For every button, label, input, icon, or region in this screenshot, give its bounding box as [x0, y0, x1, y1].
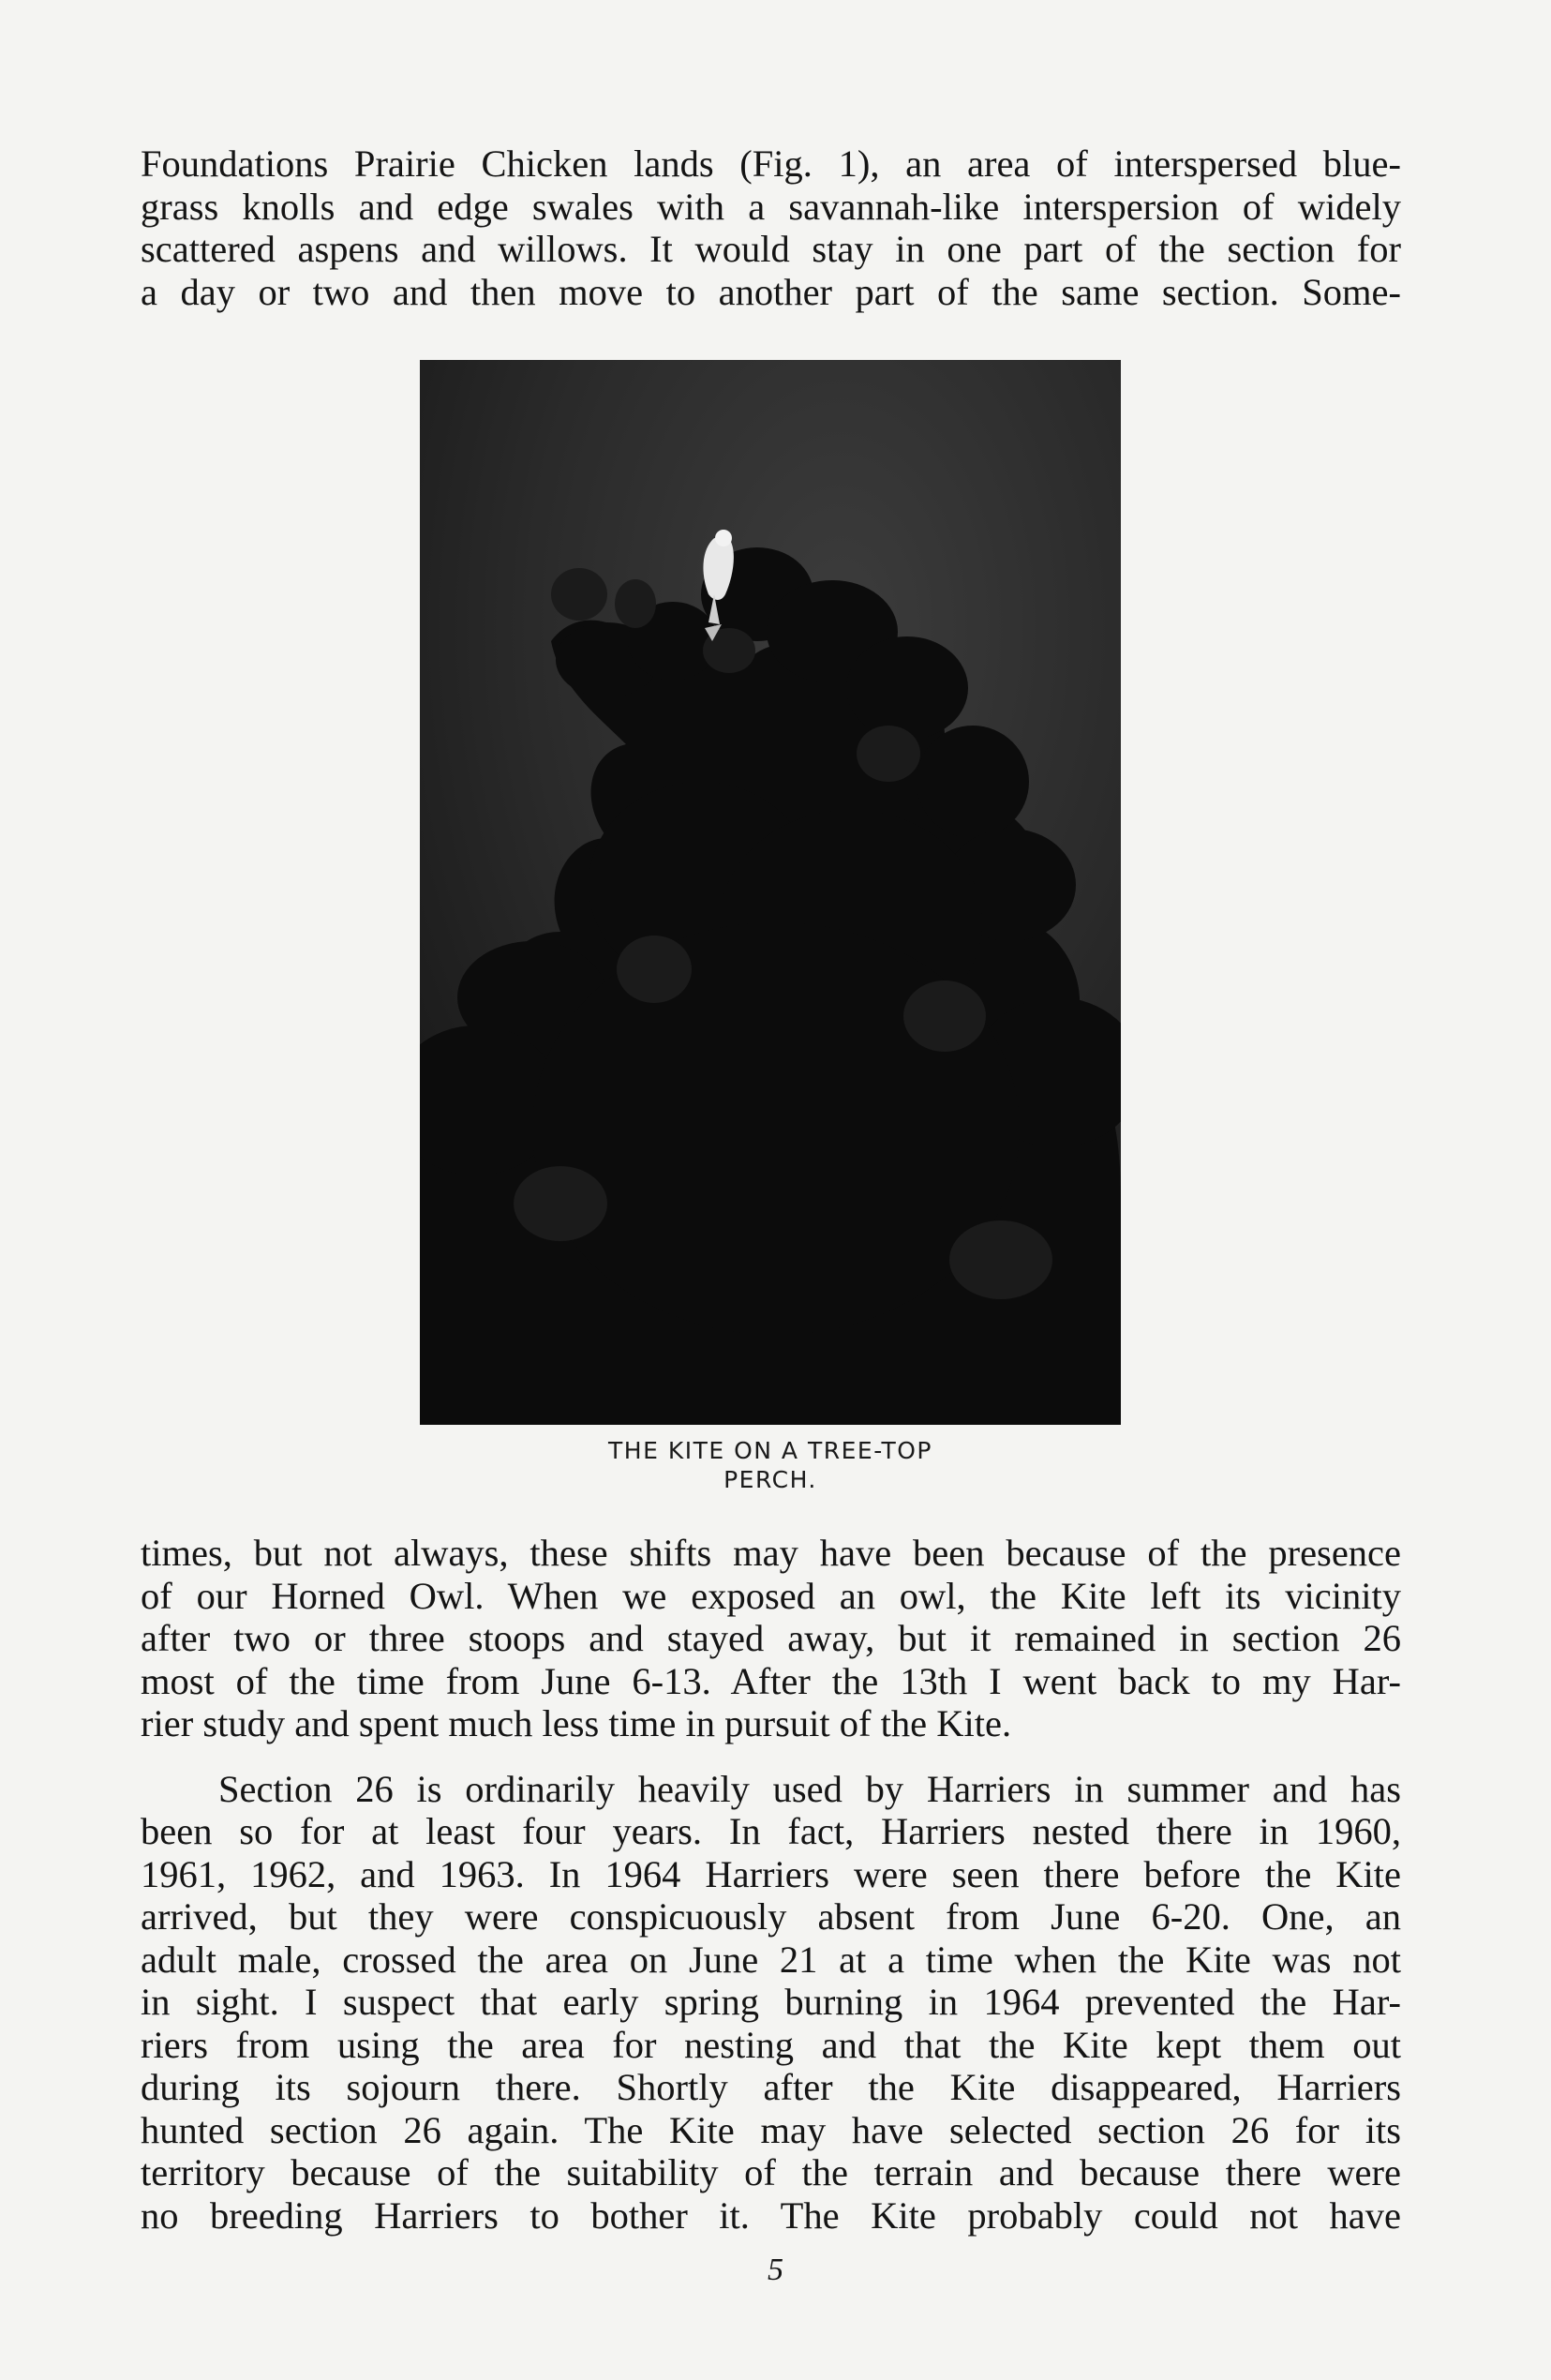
text-line: of our Horned Owl. When we exposed an owl, the Kite left its vicinity [141, 1574, 1401, 1617]
text-line: a day or two and then move to another part of the same section. Some- [141, 270, 1401, 313]
section26-paragraph [141, 1768, 1401, 2238]
text-line: Section 26 is ordinarily heavily used by Harriers in summer and has [218, 1767, 1401, 1810]
text-line: hunted section 26 again. The Kite may have selected section 26 for its [141, 2108, 1401, 2151]
text-line: in sight. I suspect that early spring burning in 1964 prevented the Har- [141, 1981, 1401, 2023]
continued-paragraph [141, 1532, 1401, 1745]
kite-photograph [420, 360, 1121, 1425]
text-line: no breeding Harriers to bother it. The Kite probably could not have [141, 2193, 1401, 2237]
text-line: riers from using the area for nesting and that the Kite kept them out [141, 2023, 1401, 2066]
caption-line: THE KITE ON A TREE-TOP [608, 1437, 932, 1464]
text-line: grass knolls and edge swales with a savannah-like interspersion of widely [141, 185, 1401, 228]
text-line: Foundations Prairie Chicken lands (Fig. 1), an area of interspersed blue- [141, 142, 1401, 185]
page-number: 5 [768, 2253, 783, 2287]
kite-tree-image [420, 360, 1121, 1425]
text-line: been so for at least four years. In fact, Harriers nested there in 1960, [141, 1810, 1401, 1852]
text-line: rier study and spent much less time in pursuit of the Kite. [141, 1702, 1012, 1744]
text-line: after two or three stoops and stayed away, but it remained in section 26 [141, 1617, 1401, 1659]
caption-line: PERCH. [723, 1466, 817, 1493]
text-line: 1961, 1962, and 1963. In 1964 Harriers were seen there before the Kite [141, 1852, 1401, 1895]
text-line: territory because of the suitability of the terrain and because there were [141, 2151, 1401, 2193]
text-line: arrived, but they were conspicuously absent from June 6-20. One, an [141, 1895, 1401, 1938]
photo-caption [420, 1436, 1121, 1494]
text-line: times, but not always, these shifts may have been because of the presence [141, 1532, 1401, 1574]
text-line: scattered aspens and willows. It would stay in one part of the section for [141, 228, 1401, 270]
text-line: adult male, crossed the area on June 21 at a time when the Kite was not [141, 1938, 1401, 1981]
body-text [141, 1532, 1401, 2237]
text-line: most of the time from June 6-13. After the 13th I went back to my Har- [141, 1659, 1401, 1702]
top-paragraph [141, 142, 1401, 313]
text-line: during its sojourn there. Shortly after the Kite disappeared, Harriers [141, 2066, 1401, 2108]
